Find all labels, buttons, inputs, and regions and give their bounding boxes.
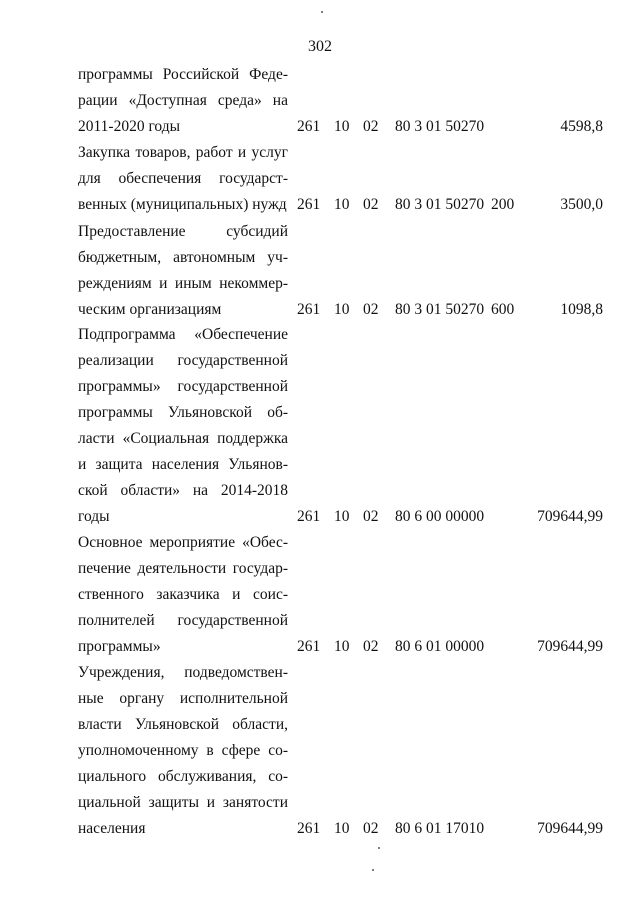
amount-value: 709644,99	[537, 508, 603, 525]
target-article-code: 80 6 01 00000	[395, 638, 485, 655]
ministry-code: 261	[297, 301, 321, 318]
target-article-code: 80 3 01 50270	[395, 301, 485, 318]
scan-speck	[378, 847, 380, 849]
description-line: Предоставление субсидий	[78, 223, 288, 240]
target-article-code: 80 3 01 50270	[395, 118, 485, 135]
description-line: ласти «Социальная поддержка	[78, 430, 288, 447]
description-line: бюджетным, автономным уч-	[78, 249, 288, 266]
description-line: ческим организациям	[78, 301, 222, 318]
ministry-code: 261	[297, 820, 321, 837]
subsection-code: 02	[363, 118, 379, 135]
description-line: ственного заказчика и соис-	[78, 586, 288, 603]
description-line: населения	[78, 820, 146, 837]
description-line: венных (муниципальных) нужд	[78, 196, 287, 213]
target-article-code: 80 3 01 50270	[395, 196, 485, 213]
description-line: Основное мероприятие «Обес-	[78, 534, 288, 551]
description-line: и защита населения Ульянов-	[78, 456, 288, 473]
row-description	[78, 660, 288, 842]
row-description	[78, 322, 288, 530]
expense-type-code: 200	[491, 196, 515, 213]
target-article-code: 80 6 01 17010	[395, 820, 485, 837]
subsection-code: 02	[363, 508, 379, 525]
row-description	[78, 140, 288, 218]
description-line: власти Ульяновской области,	[78, 716, 288, 733]
amount-value: 4598,8	[560, 118, 603, 135]
row-description	[78, 62, 288, 140]
scan-speck	[372, 869, 374, 871]
description-line: реждениям и иным некоммер-	[78, 275, 288, 292]
amount-value: 1098,8	[560, 301, 603, 318]
description-line: годы	[78, 508, 110, 525]
section-code: 10	[334, 638, 350, 655]
description-line: реализации государственной	[78, 352, 288, 369]
description-line: Учреждения, подведомствен-	[78, 664, 288, 681]
description-line: Подпрограмма «Обеспечение	[78, 326, 288, 343]
amount-value: 3500,0	[560, 196, 603, 213]
ministry-code: 261	[297, 118, 321, 135]
subsection-code: 02	[363, 301, 379, 318]
ministry-code: 261	[297, 638, 321, 655]
description-line: уполномоченному в сфере со-	[78, 742, 288, 759]
row-description	[78, 219, 288, 323]
amount-value: 709644,99	[537, 820, 603, 837]
ministry-code: 261	[297, 508, 321, 525]
subsection-code: 02	[363, 638, 379, 655]
section-code: 10	[334, 118, 350, 135]
description-line: циального обслуживания, со-	[78, 768, 288, 785]
subsection-code: 02	[363, 820, 379, 837]
target-article-code: 80 6 00 00000	[395, 508, 485, 525]
description-line: программы»	[78, 638, 161, 655]
description-line: ные органу исполнительной	[78, 690, 288, 707]
description-line: ской области» на 2014-2018	[78, 482, 288, 499]
scan-speck	[321, 11, 323, 13]
description-line: 2011-2020 годы	[78, 118, 181, 135]
section-code: 10	[334, 196, 350, 213]
description-line: программы» государственной	[78, 378, 288, 395]
description-line: для обеспечения государст-	[78, 170, 288, 187]
expense-type-code: 600	[491, 301, 515, 318]
section-code: 10	[334, 820, 350, 837]
description-line: Закупка товаров, работ и услуг	[78, 144, 288, 161]
subsection-code: 02	[363, 196, 379, 213]
description-line: программы Российской Феде-	[78, 66, 288, 83]
ministry-code: 261	[297, 196, 321, 213]
description-line: полнителей государственной	[78, 612, 288, 629]
section-code: 10	[334, 301, 350, 318]
row-description	[78, 530, 288, 660]
page-number: 302	[308, 38, 332, 55]
section-code: 10	[334, 508, 350, 525]
description-line: рации «Доступная среда» на	[78, 92, 288, 109]
amount-value: 709644,99	[537, 638, 603, 655]
description-line: программы Ульяновской об-	[78, 404, 288, 421]
description-line: печение деятельности государ-	[78, 560, 288, 577]
description-line: циальной защиты и занятости	[78, 794, 288, 811]
